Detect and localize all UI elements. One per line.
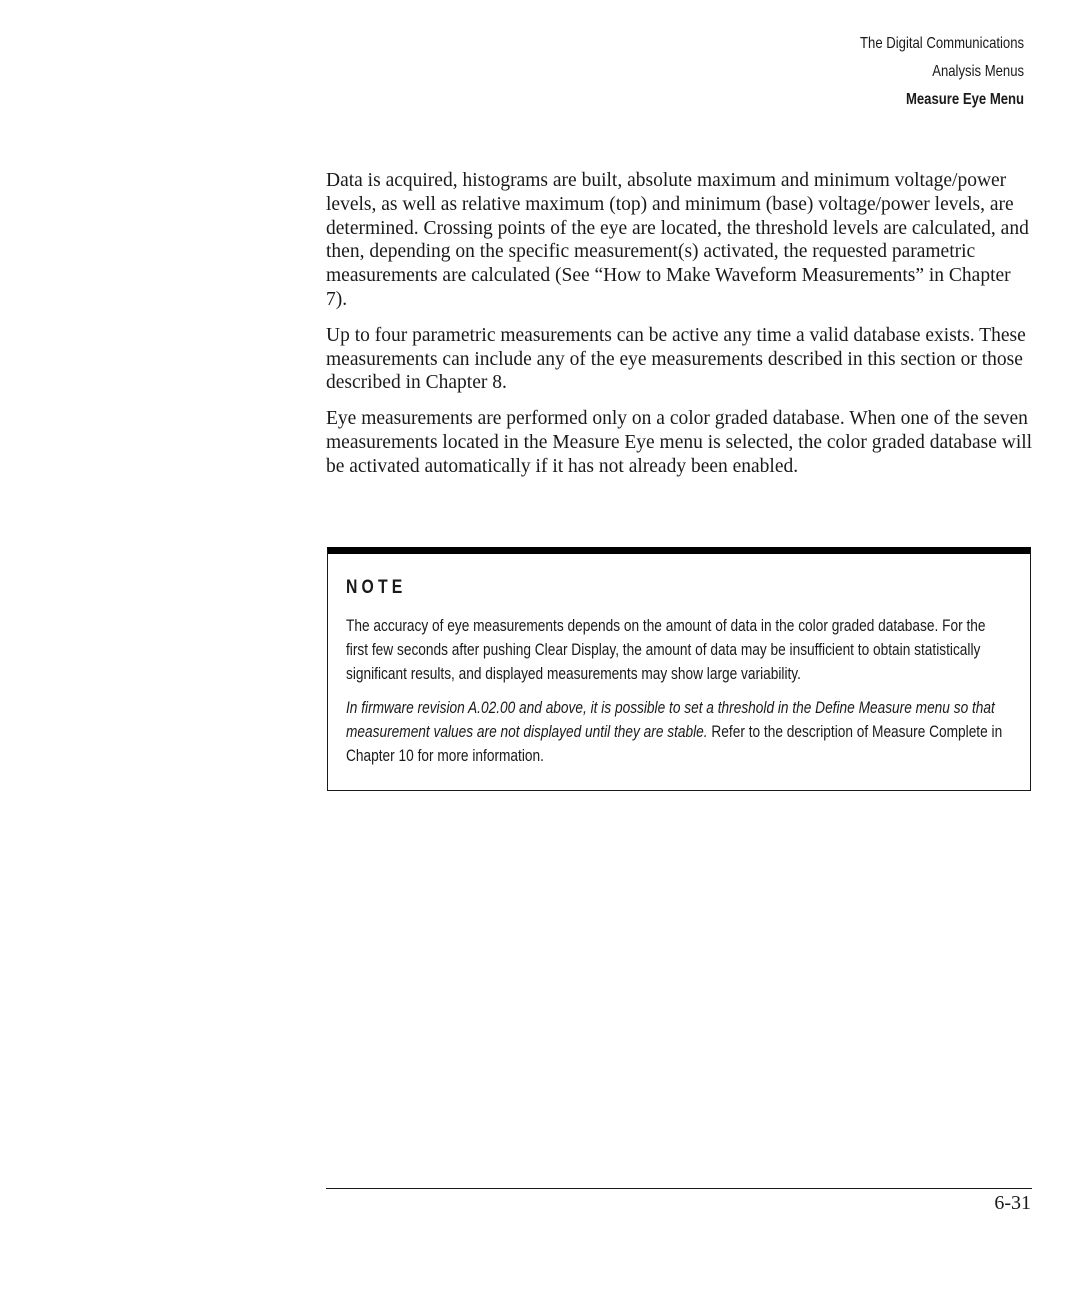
note-paragraph-2 (346, 696, 1010, 768)
note-paragraph-1: The accuracy of eye measurements depends on the amount of data in the color graded database. For the first few seconds after pushing Clear Display, the amount of data may be insufficient to obtain statistically significant results, and displayed measurements may show large variability. (346, 617, 986, 683)
note-title: NOTE (346, 577, 407, 598)
header-line-1: The Digital Communications (859, 35, 1024, 52)
body-text (326, 169, 1036, 491)
header-section-title: Measure Eye Menu (905, 91, 1024, 108)
footer-divider (326, 1188, 1032, 1189)
running-header (860, 30, 1024, 114)
note-paragraph-2-regular: Refer to the description of Measure Complete in Chapter 10 for more information. (346, 723, 1003, 765)
page-number: 6-31 (994, 1192, 1031, 1214)
header-line-2: Analysis Menus (932, 63, 1024, 80)
note-paragraph-2-italic: In firmware revision A.02.00 and above, it is possible to set a threshold in the Define Measure menu so that measurement values are not displayed until they are stable. (346, 699, 995, 741)
body-paragraph-2: Up to four parametric measurements can be active any time a valid database exists. These measurements can include any of the eye measurements described in this section or those described in Chapter 8. (326, 324, 1026, 394)
note-box (327, 547, 1031, 791)
body-paragraph-3: Eye measurements are performed only on a color graded database. When one of the seven measurements located in the Measure Eye menu is selected, the color graded database will be activated automatically if it has not already been enabled. (326, 408, 1033, 477)
body-paragraph-1: Data is acquired, histograms are built, absolute maximum and minimum voltage/power levels, as well as relative maximum (top) and minimum (base) voltage/power levels, are determined. Crossing points of the eye are located, the threshold levels are calculated, and then, depending on the specific measurement(s) activated, the requested parametric measurements are calculated (See “How to Make Waveform Measurements” in Chapter 7). (326, 170, 1029, 310)
note-content (346, 576, 1010, 778)
